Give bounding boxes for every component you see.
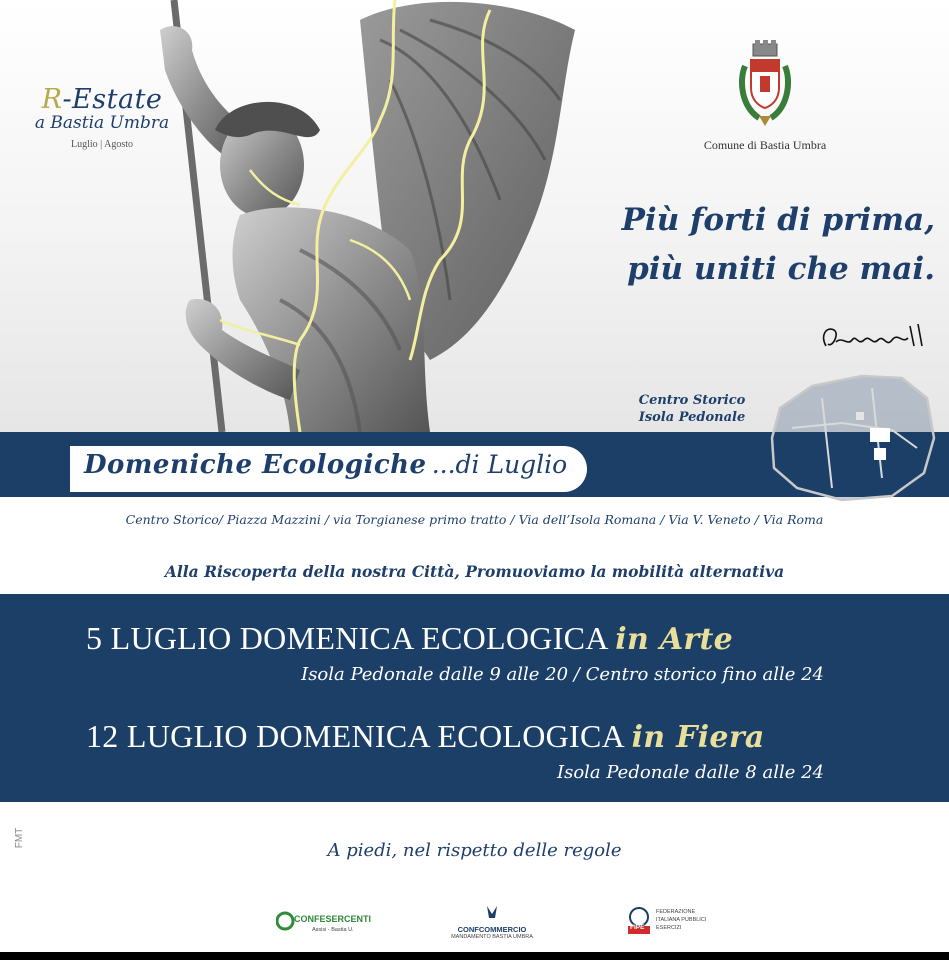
event-2-title: 12 LUGLIO DOMENICA ECOLOGICA (86, 718, 624, 754)
logo-title: -Estate (62, 84, 163, 115)
confcommercio-logo-icon (443, 904, 541, 920)
sponsor-2-name: CONFCOMMERCIO (457, 925, 527, 934)
fipe-logo-icon (626, 906, 652, 936)
slogan-line-1: Più forti di prima, (621, 202, 935, 238)
logo-r-letter: R (41, 84, 63, 115)
slogan-line-2: più uniti che mai. (627, 251, 935, 287)
sponsor-3-sub: FEDERAZIONE ITALIANA PUBBLICI ESERCIZI (656, 909, 707, 931)
event-title-1 (86, 620, 733, 657)
event-1-accent: in Arte (615, 622, 734, 657)
area-label (612, 392, 772, 426)
sponsor-2-sub: MANDAMENTO BASTIA UMBRA (451, 934, 533, 940)
bottom-bar (0, 952, 949, 960)
sponsor-confesercenti (276, 904, 372, 944)
centro-storico-map (752, 368, 942, 503)
event-1-detail: Isola Pedonale dalle 9 alle 20 / Centro storico fino alle 24 (301, 664, 824, 685)
logo-months: Luglio | Agosto (70, 139, 133, 150)
banner-title-rest: ...di Luglio (431, 450, 568, 479)
event-1-title: 5 LUGLIO DOMENICA ECOLOGICA (86, 620, 607, 656)
banner-title (70, 446, 587, 492)
side-mark: FMT (14, 827, 25, 849)
area-line-2: Isola Pedonale (638, 410, 746, 425)
coat-of-arms-icon (733, 40, 797, 128)
sponsor-3-name: FIPE (630, 924, 645, 931)
slogan (560, 196, 935, 294)
event-2-detail: Isola Pedonale dalle 8 alle 24 (556, 762, 824, 783)
area-line-1: Centro Storico (638, 393, 746, 408)
sponsor-confcommercio (443, 904, 541, 944)
tagline: Alla Riscoperta della nostra Città, Promuoviamo la mobilità alternativa (164, 562, 785, 581)
r-estate-logo (22, 84, 182, 150)
comune-label: Comune di Bastia Umbra (703, 138, 827, 152)
streets-list: Centro Storico/ Piazza Mazzini / via Torgianese primo tratto / Via dell’Isola Romana / Via V. Veneto / Via Roma (125, 512, 824, 527)
comune-crest (700, 40, 830, 153)
sponsor-1-name: CONFESERCENTI (294, 914, 372, 924)
banner-title-main: Domeniche Ecologiche (84, 450, 427, 480)
mayor-signature (818, 318, 928, 358)
event-2-accent: in Fiera (631, 720, 765, 755)
event-title-2 (86, 718, 765, 755)
closing-line: A piedi, nel rispetto delle regole (327, 840, 622, 861)
sponsor-1-sub: Assisi - Bastia U. (312, 927, 354, 933)
sponsor-fipe (626, 904, 716, 944)
logo-subtitle: a Bastia Umbra (34, 113, 170, 133)
